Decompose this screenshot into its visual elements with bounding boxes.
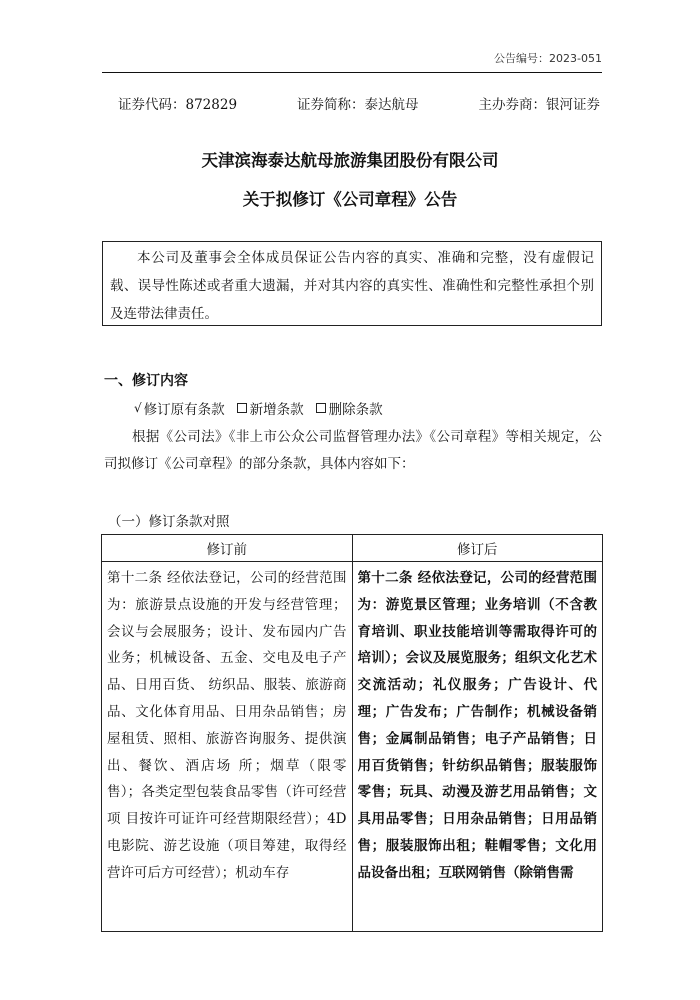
before-cell (102, 562, 353, 932)
check-mark-icon: √ (134, 401, 142, 415)
after-cell (352, 562, 603, 932)
sponsor-broker: 主办券商：银河证券 (478, 97, 600, 113)
table-row (102, 562, 603, 932)
security-abbreviation: 证券简称：泰达航母 (297, 97, 419, 113)
header-before: 修订前 (102, 535, 353, 562)
section-heading: 一、修订内容 (104, 373, 188, 389)
empty-checkbox-icon (237, 403, 247, 413)
security-info-line (118, 93, 600, 113)
notice-number: 公告编号：2023-051 (494, 52, 602, 65)
after-text: 第十二条 经依法登记，公司的经营范围为：游览景区管理；业务培训（不含教育培训、职业技能培训等需取得许可的培训）；会议及展览服务；组织文化艺术交流活动；礼仪服务；广告设计、代理；广告发布；广告制作；机械设备销售；金属制品销售；电子产品销售；日用百货销售；针纺织品销售；服装服饰零售；玩具、动漫及游艺用品销售；文具用品零售；日用杂品销售；日用品销售；服装服饰出租；鞋帽零售；文化用品设备出租；互联网销售（除销售需 (357, 570, 597, 881)
empty-checkbox-icon (316, 403, 326, 413)
option-label: 修订原有条款 (143, 402, 225, 418)
before-text: 第十二条 经依法登记，公司的经营范围为：旅游景点设施的开发与经营管理；会议与会展服务；设计、发布园内广告业务；机械设备、五金、交电及电子产品、日用百货、 纺织品、服装、旅游商品、文化体育用品、日用杂品销售；房屋租赁、照相、旅游咨询服务、提供演出、餐饮、酒店场 所；烟草（限零售）；各类定型包装食品零售（许可经营项 目按许可证许可经营期限经营）；4D 电影院、游艺设施（项目筹建，取得经营许可后方可经营）；机动车存 (107, 570, 347, 881)
comparison-table (101, 534, 603, 932)
header-after: 修订后 (352, 535, 603, 562)
table-header-row (102, 535, 603, 562)
option-label: 新增条款 (249, 402, 304, 418)
option-delete (316, 398, 383, 418)
option-add-new (237, 398, 304, 418)
revision-type-options (134, 398, 395, 418)
announcement-title: 关于拟修订《公司章程》公告 (242, 190, 458, 209)
header-rule (102, 72, 602, 73)
guarantee-statement: 本公司及董事会全体成员保证公告内容的真实、准确和完整，没有虚假记载、误导性陈述或者重大遗漏，并对其内容的真实性、准确性和完整性承担个别及连带法律责任。 (102, 241, 602, 326)
subsection-heading: （一）修订条款对照 (108, 514, 230, 530)
option-label: 删除条款 (328, 402, 383, 418)
option-modify-existing (134, 398, 225, 418)
company-title: 天津滨海泰达航母旅游集团股份有限公司 (201, 151, 499, 170)
basis-paragraph: 根据《公司法》《非上市公众公司监督管理办法》《公司章程》等相关规定，公司拟修订《公司章程》的部分条款，具体内容如下： (104, 429, 602, 472)
security-code: 证券代码：872829 (118, 97, 238, 113)
